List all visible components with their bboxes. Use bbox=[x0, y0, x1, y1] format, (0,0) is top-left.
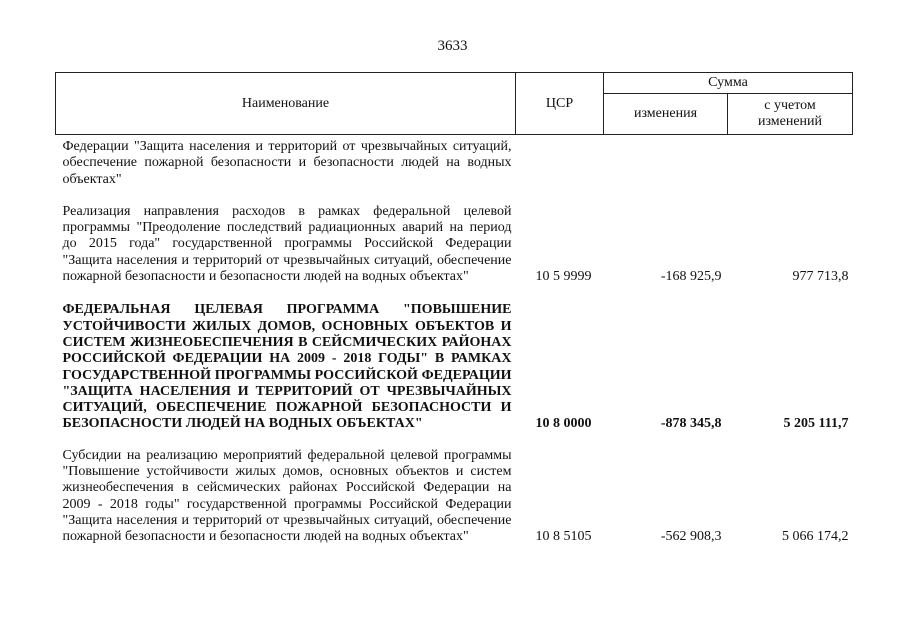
table-row bbox=[56, 285, 853, 432]
row-total: 5 066 174,2 bbox=[782, 529, 849, 545]
header-with-changes: с учетом изменений bbox=[728, 94, 853, 135]
table-row bbox=[56, 433, 853, 546]
row-name: ФЕДЕРАЛЬНАЯ ЦЕЛЕВАЯ ПРОГРАММА "ПОВЫШЕНИЕ УСТОЙЧИВОСТИ ЖИЛЫХ ДОМОВ, ОСНОВНЫХ ОБЪЕКТОВ И СИСТЕМ ЖИЗНЕОБЕСПЕЧЕНИЯ В СЕЙСМИЧЕСКИХ РАЙОНАХ РОССИЙСКОЙ ФЕДЕРАЦИИ НА 2009 - 2018 ГОДЫ" В РАМКАХ ГОСУДАРСТВЕННОЙ ПРОГРАММЫ РОССИЙСКОЙ ФЕДЕРАЦИИ "ЗАЩИТА НАСЕЛЕНИЯ И ТЕРРИТОРИЙ ОТ ЧРЕЗВЫЧАЙНЫХ СИТУАЦИЙ, ОБЕСПЕЧЕНИЕ ПОЖАРНОЙ БЕЗОПАСНОСТИ И БЕЗОПАСНОСТИ ЛЮДЕЙ НА ВОДНЫХ ОБЪЕКТАХ" bbox=[62, 302, 512, 432]
table-row bbox=[56, 135, 853, 188]
row-change: -562 908,3 bbox=[660, 529, 722, 545]
row-total: 977 713,8 bbox=[792, 269, 849, 285]
row-csr: 10 8 0000 bbox=[535, 416, 592, 432]
row-change bbox=[604, 135, 728, 188]
row-name: Реализация направления расходов в рамках федеральной целевой программы "Преодоление последствий радиационных аварий на период до 2015 года" государственной программы Российской Федерации "Защита населения и территорий от чрезвычайных ситуаций, обеспечение пожарной безопасности и безопасности людей на водных объектах" bbox=[62, 203, 512, 285]
header-changes: изменения bbox=[604, 94, 728, 135]
header-sum: Сумма bbox=[604, 73, 853, 94]
row-csr bbox=[516, 135, 604, 188]
row-total: 5 205 111,7 bbox=[783, 416, 849, 432]
row-csr: 10 8 5105 bbox=[535, 529, 592, 545]
header-csr: ЦСР bbox=[516, 73, 604, 135]
table-body bbox=[56, 135, 853, 546]
row-name: Субсидии на реализацию мероприятий федеральной целевой программы "Повышение устойчивости жилых домов, основных объектов и систем жизнеобеспечения в сейсмических районах Российской Федерации на 2009 - 2018 годы" государственной программы Российской Федерации "Защита населения и территорий от чрезвычайных ситуаций, обеспечение пожарной безопасности и безопасности людей на водных объектах" bbox=[62, 447, 512, 545]
budget-table bbox=[55, 72, 853, 546]
row-change: -168 925,9 bbox=[660, 269, 722, 285]
header-name: Наименование bbox=[56, 73, 516, 135]
page-number: 3633 bbox=[437, 38, 468, 54]
row-change: -878 345,8 bbox=[660, 416, 722, 432]
row-total bbox=[728, 135, 853, 188]
table-header bbox=[56, 73, 853, 135]
row-name: Федерации "Защита населения и территорий от чрезвычайных ситуаций, обеспечение пожарной безопасности и безопасности людей на водных объектах" bbox=[62, 139, 512, 187]
table-row bbox=[56, 188, 853, 285]
row-csr: 10 5 9999 bbox=[535, 269, 592, 285]
